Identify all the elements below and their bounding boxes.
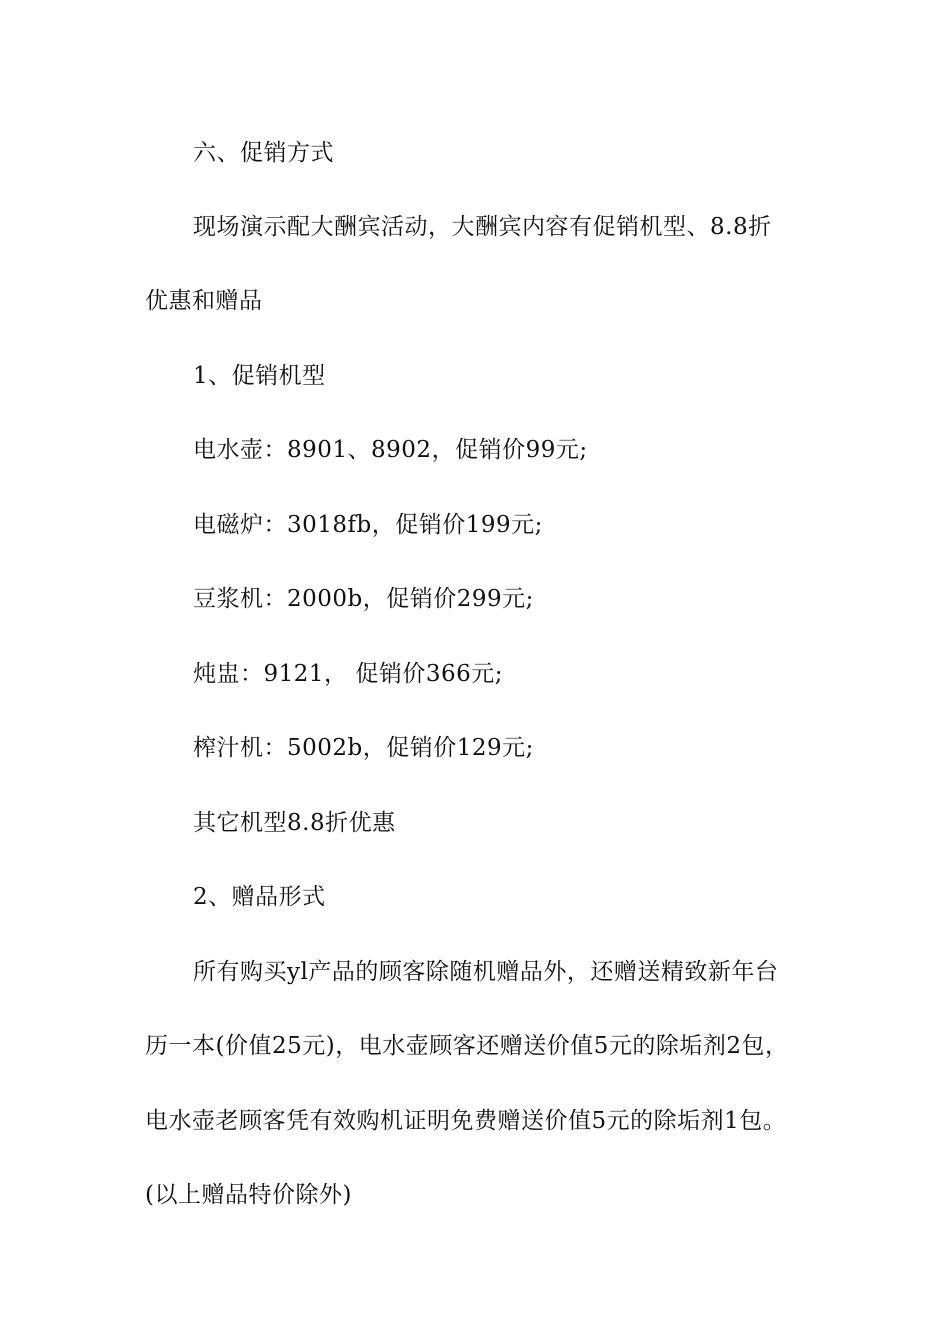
subheading-gifts: 2、赠品形式 bbox=[193, 884, 326, 910]
model-item-stew-pot: 炖盅：9121， 促销价366元; bbox=[193, 661, 503, 687]
gift-paragraph-line-1: 所有购买yl产品的顾客除随机赠品外，还赠送精致新年台 bbox=[193, 959, 779, 985]
gift-paragraph-line-2: 历一本(价值25元)，电水壶顾客还赠送价值5元的除垢剂2包， bbox=[145, 1033, 789, 1059]
gift-paragraph-line-3: 电水壶老顾客凭有效购机证明免费赠送价值5元的除垢剂1包。 bbox=[145, 1108, 787, 1134]
model-item-juicer: 榨汁机：5002b，促销价129元; bbox=[193, 735, 534, 761]
model-item-induction-cooker: 电磁炉：3018fb，促销价199元; bbox=[193, 512, 543, 538]
intro-paragraph-line-2: 优惠和赠品 bbox=[145, 288, 263, 314]
intro-paragraph-line-1: 现场演示配大酬宾活动，大酬宾内容有促销机型、8.8折 bbox=[193, 214, 772, 240]
model-item-kettle: 电水壶：8901、8902，促销价99元; bbox=[193, 437, 588, 463]
model-item-soymilk-maker: 豆浆机：2000b，促销价299元; bbox=[193, 586, 534, 612]
other-models-discount: 其它机型8.8折优惠 bbox=[193, 810, 396, 836]
section-heading: 六、促销方式 bbox=[193, 140, 334, 166]
gift-paragraph-line-4: (以上赠品特价除外) bbox=[145, 1182, 352, 1208]
subheading-promo-models: 1、促销机型 bbox=[193, 363, 326, 389]
